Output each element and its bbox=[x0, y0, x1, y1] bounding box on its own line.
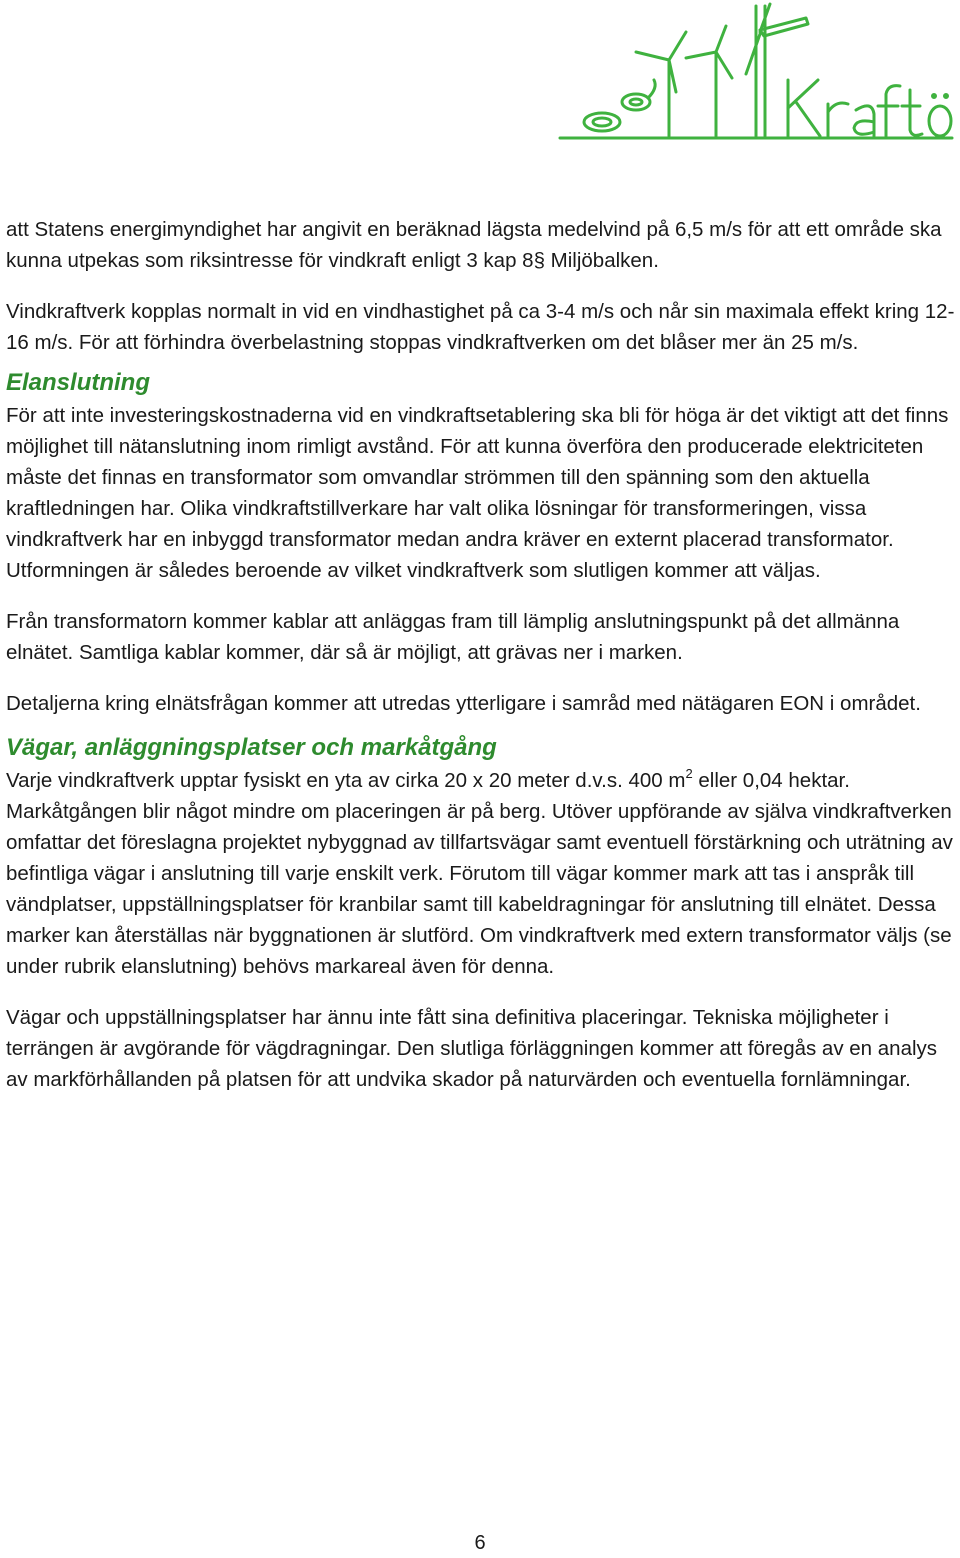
section-heading-elanslutning: Elanslutning bbox=[6, 369, 150, 396]
wind-turbine-logo-graphic bbox=[556, 0, 956, 148]
elanslutning-paragraph-2: Från transformatorn kommer kablar att anläggas fram till lämplig anslutningspunkt på det allmänna elnätet. Samtliga kablar kommer, där så är möjligt, att grävas ner i marken. bbox=[6, 610, 900, 664]
section-heading-vagar: Vägar, anläggningsplatser och markåtgång bbox=[6, 734, 497, 761]
page-number: 6 bbox=[474, 1532, 486, 1554]
elanslutning-paragraph-3: Detaljerna kring elnätsfrågan kommer att utredas ytterligare i samråd med nätägaren EON i området. bbox=[6, 692, 921, 715]
document-body bbox=[6, 214, 956, 1095]
elanslutning-paragraph-1: För att inte investeringskostnaderna vid en vindkraftsetablering ska bli för höga är det viktigt att det finns möjlighet till nätanslutning inom rimligt avstånd. För att kunna överföra den producerade elektriciteten måste det finnas en transformator som omvandlar strömmen till den spänning som den aktuella kraftledningen har. Olika vindkraftstillverkare har valt olika lösningar för transformeringen, vissa vindkraftverk har en inbyggd transformator medan andra kräver en externt placerad transformator. Utformningen är således beroende av vilket vindkraftverk som slutligen kommer att väljas. bbox=[6, 404, 949, 582]
vagar-paragraph-1-rest: eller 0,04 hektar. Markåtgången blir något mindre om placeringen är på berg. Utöver uppförande av själva vindkraftverken omfattar det föreslagna projektet nybyggnad av tillfartsvägar samt eventuell förstärkning och uträtning av befintliga vägar i anslutning till varje enskilt verk. Förutom till vägar kommer mark att tas i anspråk till vändplatser, uppställningsplatser för kranbilar samt till kabeldragningar för anslutning till elnätet. Dessa marker kan återställas när byggnationen är slutförd. Om vindkraftverk med extern transformator väljs (se under rubrik elanslutning) behövs markareal även för denna. bbox=[6, 769, 953, 978]
superscript-2: 2 bbox=[685, 766, 693, 781]
intro-paragraph-1: att Statens energimyndighet har angivit en beräknad lägsta medelvind på 6,5 m/s för att ett område ska kunna utpekas som riksintresse för vindkraft enligt 3 kap 8§ Miljöbalken. bbox=[6, 218, 942, 272]
vagar-paragraph-1-start: Varje vindkraftverk upptar fysiskt en yta av cirka 20 x 20 meter d.v.s. 400 m bbox=[6, 769, 686, 792]
intro-paragraph-2: Vindkraftverk kopplas normalt in vid en vindhastighet på ca 3-4 m/s och når sin maximala effekt kring 12-16 m/s. För att förhindra överbelastning stoppas vindkraftverken om det blåser mer än 25 m/s. bbox=[6, 300, 955, 354]
vagar-paragraph-1 bbox=[6, 765, 956, 982]
krafto-logo bbox=[556, 0, 956, 148]
vagar-paragraph-2: Vägar och uppställningsplatser har ännu inte fått sina definitiva placeringar. Tekniska möjligheter i terrängen är avgörande för vägdragningar. Den slutliga förläggningen kommer att föregås av en analys av markförhållanden på platsen för att undvika skador på naturvärden och eventuella fornlämningar. bbox=[6, 1006, 938, 1091]
